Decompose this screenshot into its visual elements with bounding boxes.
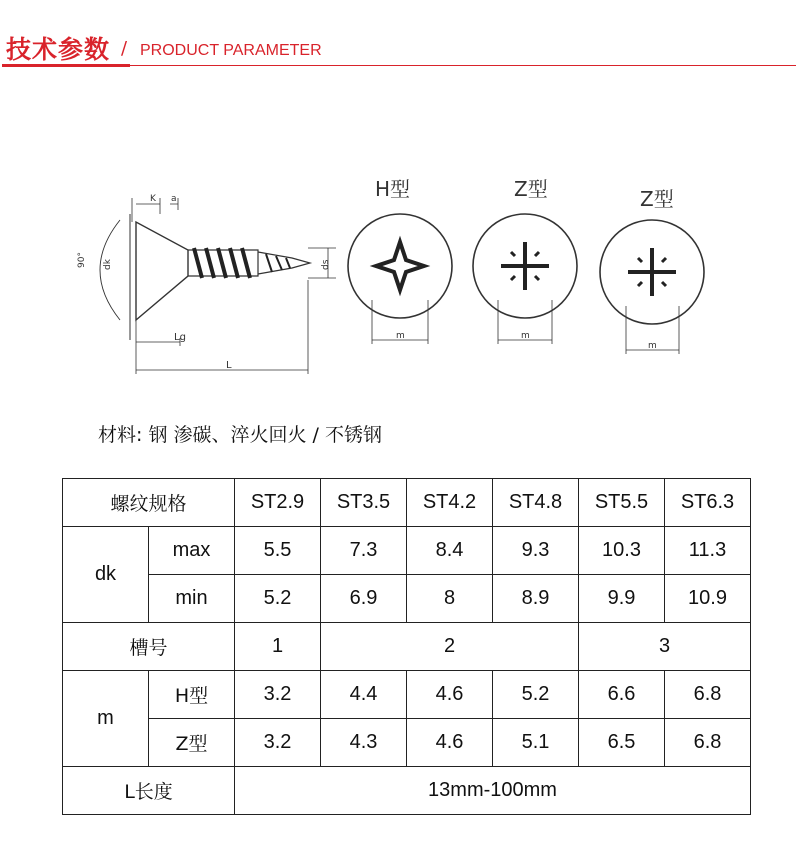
m-h-label: H型 <box>149 671 235 719</box>
label-dk: dk <box>103 259 113 270</box>
screw-side-view <box>98 198 336 385</box>
m-h-cell: 3.2 <box>235 671 321 719</box>
head-type-h: H型 <box>375 177 411 201</box>
dk-min-cell: 8.9 <box>493 575 579 623</box>
dk-min-cell: 9.9 <box>579 575 665 623</box>
dk-min-label: min <box>149 575 235 623</box>
m-z-cell: 5.1 <box>493 719 579 767</box>
m-h-cell: 5.2 <box>493 671 579 719</box>
table-row-sizes <box>63 479 751 527</box>
length-header: L长度 <box>63 767 235 815</box>
m-z-cell: 4.3 <box>321 719 407 767</box>
size-cell: ST5.5 <box>579 479 665 527</box>
size-cell: ST4.2 <box>407 479 493 527</box>
drawing-svg <box>70 170 730 385</box>
thread-spec-header: 螺纹规格 <box>63 479 235 527</box>
label-a: a <box>171 194 177 204</box>
parameter-table <box>62 478 751 815</box>
label-m-h: m <box>396 331 405 341</box>
material-line: 材料: 钢 渗碳、淬火回火 / 不锈钢 <box>98 424 382 446</box>
label-l: L <box>226 360 232 371</box>
size-cell: ST2.9 <box>235 479 321 527</box>
header-accent-rule <box>2 64 130 67</box>
dk-max-cell: 11.3 <box>665 527 751 575</box>
table-row-slot <box>63 623 751 671</box>
dk-min-cell: 8 <box>407 575 493 623</box>
dk-min-cell: 6.9 <box>321 575 407 623</box>
size-cell: ST4.8 <box>493 479 579 527</box>
dk-min-cell: 10.9 <box>665 575 751 623</box>
countersunk-head <box>136 222 188 320</box>
dk-max-cell: 5.5 <box>235 527 321 575</box>
dk-min-cell: 5.2 <box>235 575 321 623</box>
label-k: K <box>150 194 156 204</box>
section-title-en: PRODUCT PARAMETER <box>140 42 322 59</box>
m-h-cell: 4.4 <box>321 671 407 719</box>
table-row-dk-min <box>63 575 751 623</box>
header-divider <box>130 65 796 66</box>
label-lg: Lg <box>174 332 186 343</box>
m-z-cell: 6.5 <box>579 719 665 767</box>
label-m-z1: m <box>521 331 530 341</box>
title-separator: / <box>121 38 128 59</box>
m-header: m <box>63 671 149 767</box>
section-header <box>0 0 800 70</box>
slot-cell: 3 <box>579 623 751 671</box>
slot-cell: 2 <box>321 623 579 671</box>
m-z-cell: 3.2 <box>235 719 321 767</box>
dk-header: dk <box>63 527 149 623</box>
head-type-z-2: Z型 <box>640 187 674 211</box>
section-title-cn: 技术参数 <box>6 35 111 64</box>
slot-header: 槽号 <box>63 623 235 671</box>
size-cell: ST3.5 <box>321 479 407 527</box>
slot-cell: 1 <box>235 623 321 671</box>
length-value: 13mm-100mm <box>235 767 751 815</box>
m-h-cell: 4.6 <box>407 671 493 719</box>
table-row-length <box>63 767 751 815</box>
dk-max-cell: 10.3 <box>579 527 665 575</box>
label-m-z2: m <box>648 341 657 351</box>
z-type-head-drawing-2 <box>600 220 704 354</box>
m-h-cell: 6.6 <box>579 671 665 719</box>
m-z-label: Z型 <box>149 719 235 767</box>
dk-max-label: max <box>149 527 235 575</box>
table-row-dk-max <box>63 527 751 575</box>
label-angle: 90° <box>77 252 87 268</box>
screw-technical-drawing <box>70 170 730 385</box>
table-row-m-z <box>63 719 751 767</box>
z-type-head-drawing-1 <box>473 214 577 344</box>
size-cell: ST6.3 <box>665 479 751 527</box>
dk-max-cell: 9.3 <box>493 527 579 575</box>
label-ds: ds <box>321 259 331 270</box>
h-type-head-drawing <box>348 214 452 344</box>
m-z-cell: 4.6 <box>407 719 493 767</box>
head-type-z-1: Z型 <box>514 177 548 201</box>
m-z-cell: 6.8 <box>665 719 751 767</box>
m-h-cell: 6.8 <box>665 671 751 719</box>
dk-max-cell: 7.3 <box>321 527 407 575</box>
dk-max-cell: 8.4 <box>407 527 493 575</box>
table-row-m-h <box>63 671 751 719</box>
